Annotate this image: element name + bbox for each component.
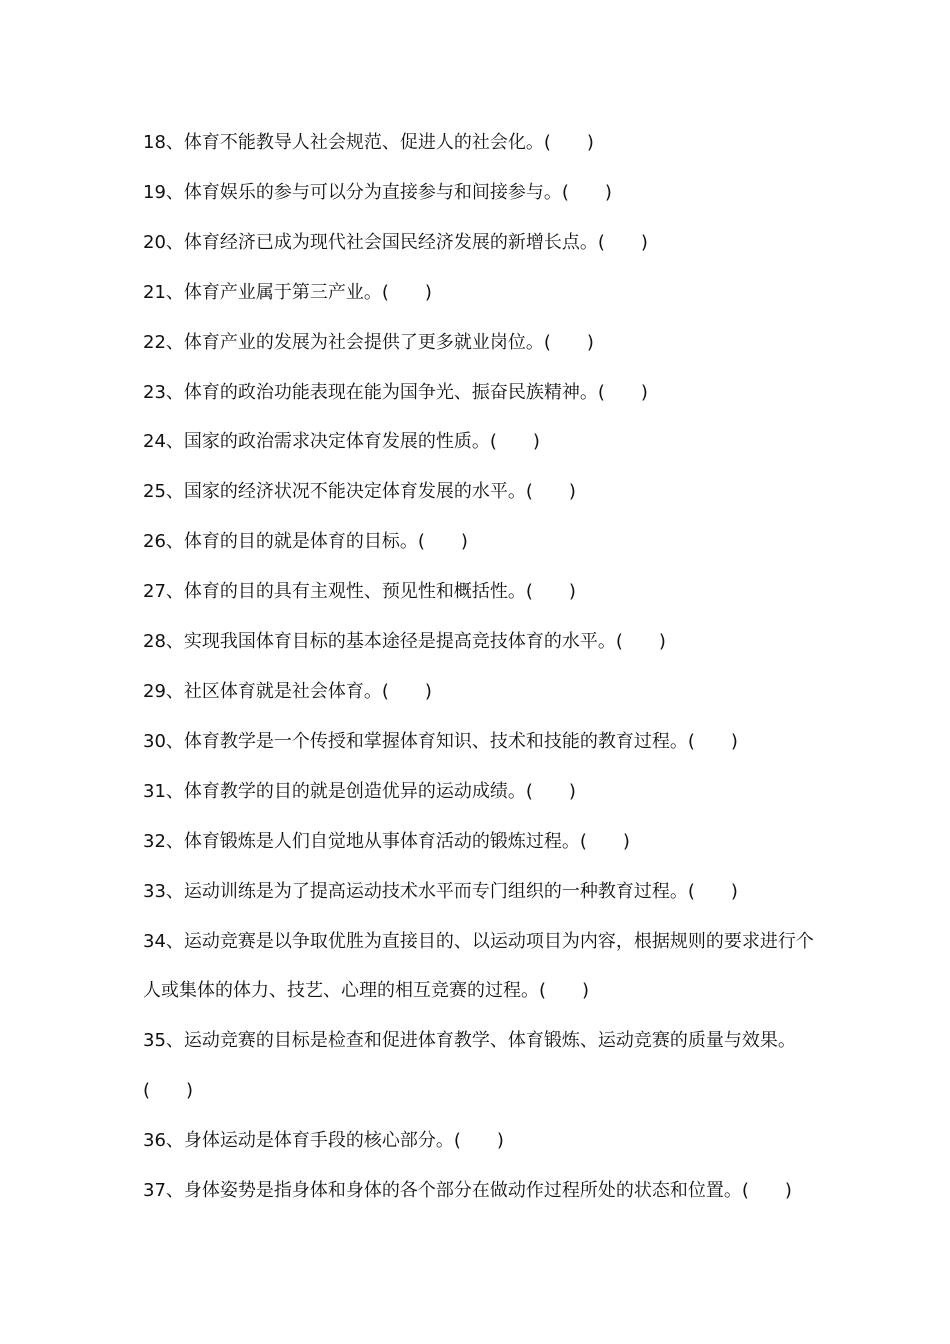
question-24: 24、国家的政治需求决定体育发展的性质。( ) [143, 431, 540, 453]
question-34: 34、运动竞赛是以争取优胜为直接目的、以运动项目为内容，根据规则的要求进行个人或集体的体力、技艺、心理的相互竞赛的过程。( ) [143, 930, 814, 1002]
question-list [143, 118, 823, 1216]
question-21: 21、体育产业属于第三产业。( ) [143, 281, 432, 303]
question-23: 23、体育的政治功能表现在能为国争光、振奋民族精神。( ) [143, 381, 648, 403]
question-33: 33、运动训练是为了提高运动技术水平而专门组织的一种教育过程。( ) [143, 880, 738, 902]
question-26: 26、体育的目的就是体育的目标。( ) [143, 531, 468, 553]
question-25: 25、国家的经济状况不能决定体育发展的水平。( ) [143, 481, 576, 503]
question-37: 37、身体姿势是指身体和身体的各个部分在做动作过程所处的状态和位置。( ) [143, 1180, 792, 1202]
question-20: 20、体育经济已成为现代社会国民经济发展的新增长点。( ) [143, 231, 648, 253]
question-27: 27、体育的目的具有主观性、预见性和概括性。( ) [143, 581, 576, 603]
question-32: 32、体育锻炼是人们自觉地从事体育活动的锻炼过程。( ) [143, 830, 630, 852]
question-31: 31、体育教学的目的就是创造优异的运动成绩。( ) [143, 780, 576, 802]
question-18: 18、体育不能教导人社会规范、促进人的社会化。( ) [143, 132, 594, 153]
question-36: 36、身体运动是体育手段的核心部分。( ) [143, 1130, 504, 1152]
question-30: 30、体育教学是一个传授和掌握体育知识、技术和技能的教育过程。( ) [143, 730, 738, 752]
question-35: 35、运动竞赛的目标是检查和促进体育教学、体育锻炼、运动竞赛的质量与效果。( ) [143, 1030, 796, 1102]
question-22: 22、体育产业的发展为社会提供了更多就业岗位。( ) [143, 331, 594, 353]
question-28: 28、实现我国体育目标的基本途径是提高竞技体育的水平。( ) [143, 631, 666, 653]
question-29: 29、社区体育就是社会体育。( ) [143, 680, 432, 702]
question-19: 19、体育娱乐的参与可以分为直接参与和间接参与。( ) [143, 181, 612, 203]
